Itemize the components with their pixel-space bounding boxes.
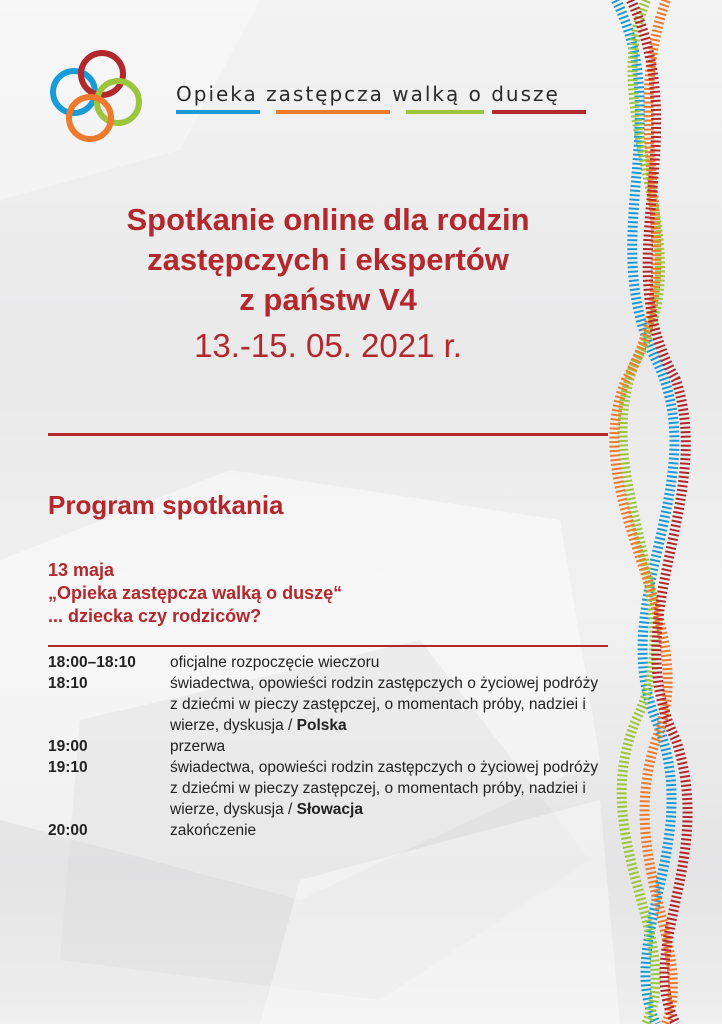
schedule-desc: przerwa [170,738,226,755]
schedule-time: 20:00 [48,822,88,839]
schedule-desc: zakończenie [170,822,257,839]
schedule-desc: świadectwa, opowieści rodzin zastępczych o życiowej podróży z dziećmi w pieczy zastępczej, o momentach próby, nadziei i wierze, dyskusja / Polska [170,675,599,734]
schedule-row [48,757,608,820]
title-line-3: z państw V4 [239,282,417,317]
schedule-row [48,673,608,736]
brand-color-underlines [176,110,590,115]
logo-rings-icon [44,44,148,144]
day-label: 13 maja [48,560,115,580]
title-line-1: Spotkanie online dla rodzin [126,202,530,237]
schedule-row [48,820,608,841]
schedule-time: 18:00–18:10 [48,654,136,671]
event-date: 13.-15. 05. 2021 r. [194,327,462,364]
schedule-row [48,736,608,757]
event-title [48,200,608,368]
schedule-desc: świadectwa, opowieści rodzin zastępczych o życiowej podróży z dziećmi w pieczy zastępczej, o momentach próby, nadziei i wierze, dyskusja / Słowacja [170,759,599,818]
country-label: Polska [296,717,347,734]
schedule-row [48,652,608,673]
divider [48,645,608,647]
theme-line-2: ... dziecka czy rodziców? [48,606,262,626]
program-heading: Program spotkania [48,490,284,520]
title-line-2: zastępczych i ekspertów [147,242,509,277]
schedule-time: 19:10 [48,759,88,776]
schedule-desc: oficjalne rozpoczęcie wieczoru [170,654,380,671]
decorative-ribbons [596,0,722,1024]
day-block [48,559,342,628]
country-label: Słowacja [296,801,363,818]
brand-name: Opieka zastępcza walką o duszę [176,82,560,106]
theme-line-1: „Opieka zastępcza walką o duszę“ [48,583,343,603]
divider [48,433,608,436]
brand-header [176,82,590,115]
schedule-table [48,652,608,841]
schedule-time: 18:10 [48,675,88,692]
schedule-time: 19:00 [48,738,88,755]
